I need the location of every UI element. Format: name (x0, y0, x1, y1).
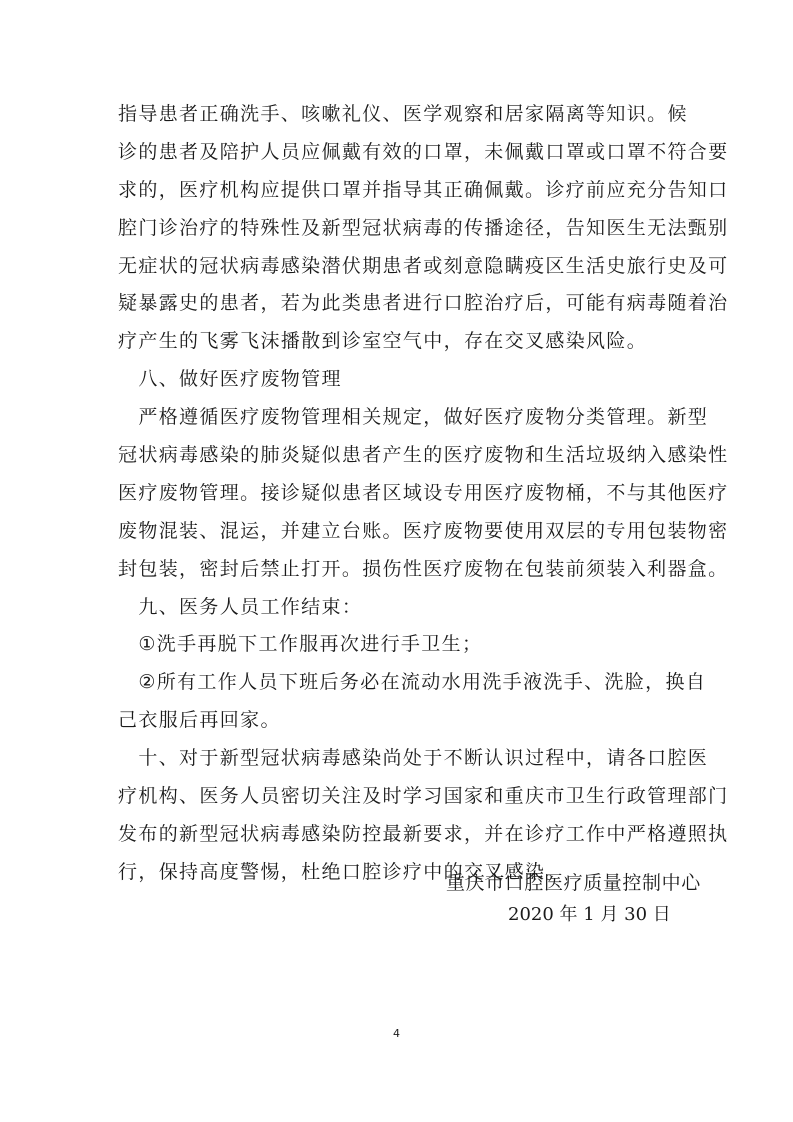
signature-date: 2020 年 1 月 30 日 (508, 904, 671, 925)
text-line: 疗机构、医务人员密切关注及时学习国家和重庆市卫生行政管理部门 (118, 785, 729, 808)
text-line: 封包装，密封后禁止打开。损伤性医疗废物在包装前须装入利器盒。 (118, 557, 729, 580)
list-item: ②所有工作人员下班后务必在流动水用洗手液洗手、洗脸，换自 (118, 671, 707, 694)
text-line: 废物混装、混运，并建立台账。医疗废物要使用双层的专用包装物密 (118, 519, 729, 542)
text-line: 求的，医疗机构应提供口罩并指导其正确佩戴。诊疗前应充分告知口 (118, 178, 729, 201)
text-line: 无症状的冠状病毒感染潜伏期患者或刻意隐瞒疫区生活史旅行史及可 (118, 254, 729, 277)
text-line: 行，保持高度警惕，杜绝口腔诊疗中的交叉感染。 (118, 860, 566, 883)
text-line: 冠状病毒感染的肺炎疑似患者产生的医疗废物和生活垃圾纳入感染性 (118, 444, 729, 467)
text-line: 严格遵循医疗废物管理相关规定，做好医疗废物分类管理。新型 (118, 406, 709, 429)
page-number: 4 (393, 1027, 400, 1040)
text-line: 己衣服后再回家。 (118, 709, 281, 732)
text-line: 疗产生的飞雾飞沫播散到诊室空气中，存在交叉感染风险。 (118, 330, 648, 353)
text-line: 诊的患者及陪护人员应佩戴有效的口罩，未佩戴口罩或口罩不符合要 (118, 140, 729, 163)
text-line: 发布的新型冠状病毒感染防控最新要求，并在诊疗工作中严格遵照执 (118, 822, 729, 845)
text-line: 指导患者正确洗手、咳嗽礼仪、医学观察和居家隔离等知识。候 (118, 103, 688, 125)
text-line: 疑暴露史的患者，若为此类患者进行口腔治疗后，可能有病毒随着治 (118, 292, 729, 315)
section-heading-10: 十、对于新型冠状病毒感染尚处于不断认识过程中，请各口腔医 (118, 747, 709, 770)
body-text (118, 96, 728, 892)
section-heading-9: 九、医务人员工作结束： (118, 595, 363, 618)
section-heading-8: 八、做好医疗废物管理 (118, 368, 342, 391)
signature-organization: 重庆市口腔医疗质量控制中心 (446, 872, 701, 894)
text-line: 医疗废物管理。接诊疑似患者区域设专用医疗废物桶，不与其他医疗 (118, 481, 729, 504)
list-item: ①洗手再脱下工作服再次进行手卫生； (118, 633, 483, 656)
text-line: 腔门诊治疗的特殊性及新型冠状病毒的传播途径，告知医生无法甄别 (118, 216, 729, 239)
